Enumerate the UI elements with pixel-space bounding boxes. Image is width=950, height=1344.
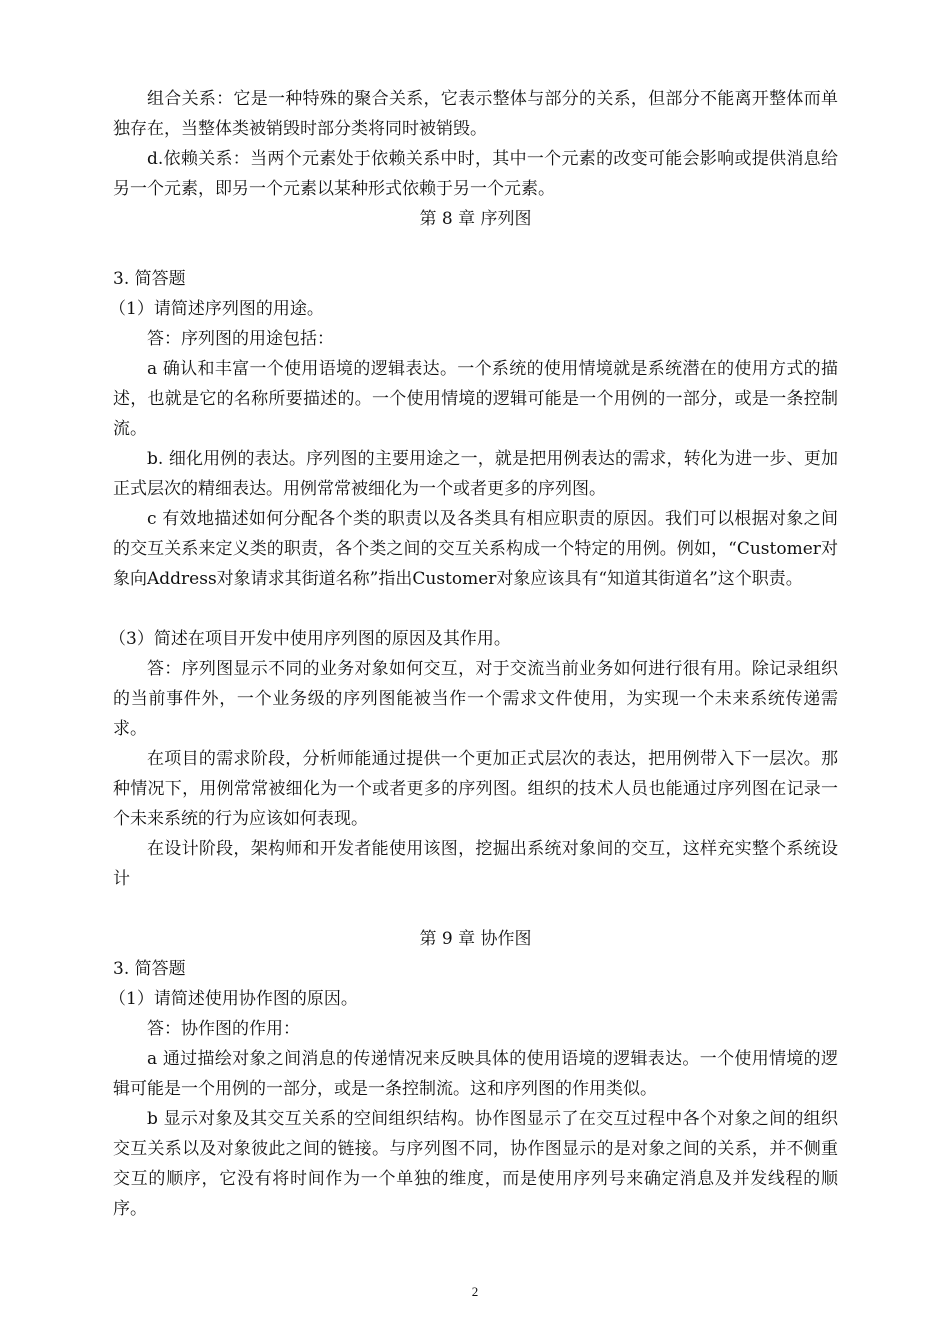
chapter-8-question-3: （3）简述在项目开发中使用序列图的原因及其作用。 [109,629,511,649]
chapter-8-question-1: （1）请简述序列图的用途。 [109,299,324,319]
chapter-9-title: 第 9 章 协作图 [419,929,532,949]
paragraph-dependency: d.依赖关系：当两个元素处于依赖关系中时，其中一个元素的改变可能会影响或提供消息给另一个元素，即另一个元素以某种形式依赖于另一个元素。 [113,149,838,199]
chapter-8-answer-intro: 答：序列图的用途包括： [147,329,334,349]
chapter-9-point-a: a 通过描绘对象之间消息的传递情况来反映具体的使用语境的逻辑表达。一个使用情境的逻辑可能是一个用例的一部分，或是一条控制流。这和序列图的作用类似。 [113,1049,838,1099]
chapter-9-section: 3. 简答题 [113,959,186,979]
chapter-9-answer-intro: 答：协作图的作用： [147,1019,300,1039]
chapter-8-section: 3. 简答题 [113,269,186,289]
spacer [113,894,838,924]
spacer [113,594,838,624]
page-content [109,84,838,1224]
paragraph-composition: 组合关系：它是一种特殊的聚合关系，它表示整体与部分的关系，但部分不能离开整体而单独存在，当整体类被销毁时部分类将同时被销毁。 [113,89,838,139]
chapter-8-q3-paragraph-2: 在项目的需求阶段，分析师能通过提供一个更加正式层次的表达，把用例带入下一层次。那种情况下，用例常常被细化为一个或者更多的序列图。组织的技术人员也能通过序列图在记录一个未来系统的行为应该如何表现。 [113,749,838,829]
chapter-8-q3-paragraph-1: 答：序列图显示不同的业务对象如何交互，对于交流当前业务如何进行很有用。除记录组织的当前事件外，一个业务级的序列图能被当作一个需求文件使用，为实现一个未来系统传递需求。 [113,659,838,739]
chapter-8-point-a: a 确认和丰富一个使用语境的逻辑表达。一个系统的使用情境就是系统潜在的使用方式的描述，也就是它的名称所要描述的。一个使用情境的逻辑可能是一个用例的一部分，或是一条控制流。 [113,359,838,439]
chapter-8-title: 第 8 章 序列图 [419,209,532,229]
chapter-9-point-b: b 显示对象及其交互关系的空间组织结构。协作图显示了在交互过程中各个对象之间的组织交互关系以及对象彼此之间的链接。与序列图不同，协作图显示的是对象之间的关系，并不侧重交互的顺序，它没有将时间作为一个单独的维度，而是使用序列号来确定消息及并发线程的顺序。 [113,1109,838,1219]
page-number: 2 [471,1284,479,1299]
chapter-8-point-b: b. 细化用例的表达。序列图的主要用途之一，就是把用例表达的需求，转化为进一步、更加正式层次的精细表达。用例常常被细化为一个或者更多的序列图。 [113,449,838,499]
chapter-8-q3-paragraph-3: 在设计阶段，架构师和开发者能使用该图，挖掘出系统对象间的交互，这样充实整个系统设计 [113,839,838,889]
chapter-9-question-1: （1）请简述使用协作图的原因。 [109,989,358,1009]
chapter-8-point-c: c 有效地描述如何分配各个类的职责以及各类具有相应职责的原因。我们可以根据对象之间的交互关系来定义类的职责，各个类之间的交互关系构成一个特定的用例。例如，“Customer对象向Address对象请求其街道名称”指出Customer对象应该具有“知道其街道名”这个职责。 [113,509,838,589]
spacer [113,234,838,264]
